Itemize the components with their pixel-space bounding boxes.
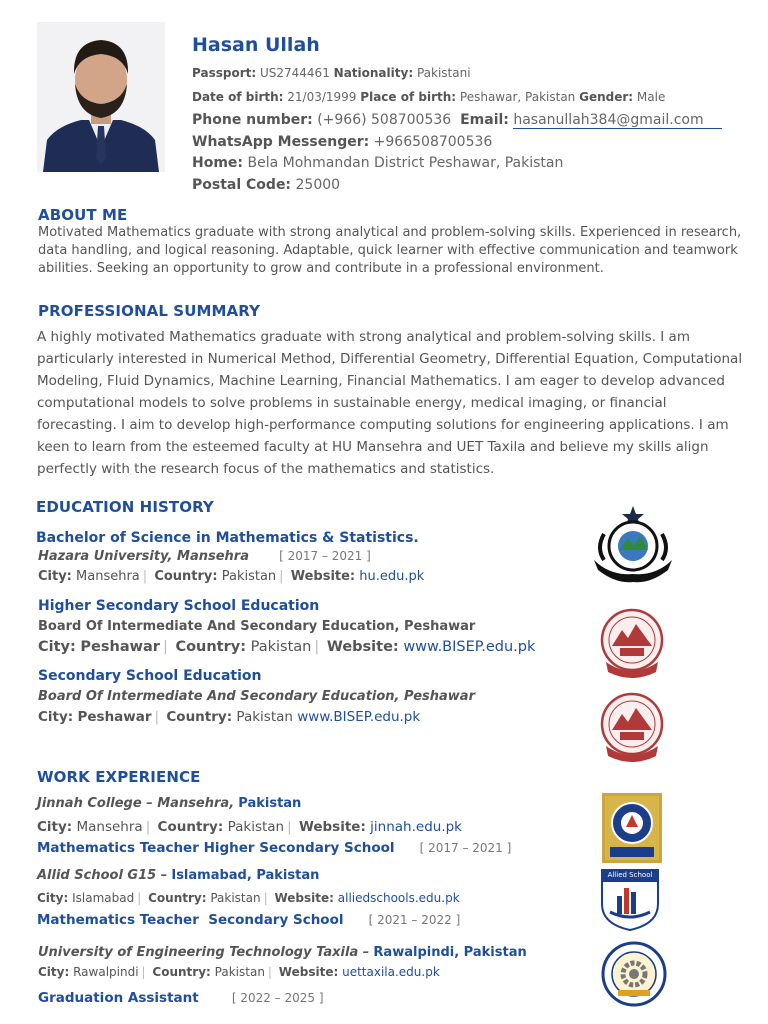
website-label: Website:: [274, 891, 334, 905]
city-label: City:: [38, 639, 76, 655]
city-value: Mansehra: [76, 819, 143, 835]
passport-line: [192, 66, 471, 80]
nationality-label: Nationality:: [333, 66, 414, 80]
contact-line: [192, 112, 722, 128]
work-location: Rawalpindi, Pakistan: [373, 945, 527, 960]
gender-label: Gender:: [579, 90, 634, 104]
city-value: Mansehra: [76, 569, 140, 584]
work-heading: WORK EXPERIENCE: [37, 768, 201, 786]
education-heading: EDUCATION HISTORY: [36, 498, 214, 516]
website-link[interactable]: www.BISEP.edu.pk: [297, 709, 421, 725]
uet-taxila-logo: [598, 940, 670, 1008]
website-link[interactable]: www.BISEP.edu.pk: [403, 639, 536, 655]
work-role: Graduation Assistant: [38, 990, 199, 1006]
work-role: Mathematics Teacher Secondary School: [37, 912, 344, 928]
passport-label: Passport:: [192, 66, 257, 80]
city-label: City:: [37, 891, 69, 905]
email-label: Email:: [460, 112, 509, 128]
country-value: Pakistan: [227, 819, 285, 835]
postal-label: Postal Code:: [192, 177, 292, 193]
city-value: Peshawar: [77, 709, 152, 725]
work-meta-line: City: Mansehra | Country: Pakistan | Website: jinnah.edu.pk: [37, 819, 462, 835]
edu-institution: Board Of Intermediate And Secondary Education, Peshawar: [38, 619, 476, 634]
about-text: Motivated Mathematics graduate with strong analytical and problem-solving skills. Experienced in research, data handling, and logical reasoning. Adaptable, quick learner with effective communication and teamwork abilities. Seeking an opportunity to grow and contribute in a professional environment.: [38, 225, 742, 276]
country-label: Country:: [154, 569, 218, 584]
pob-value: Peshawar, Pakistan: [459, 90, 576, 104]
postal-line: [192, 177, 340, 193]
edu-title: Bachelor of Science in Mathematics & Statistics.: [36, 530, 419, 546]
whatsapp-value[interactable]: +966508700536: [373, 134, 493, 150]
website-label: Website:: [278, 965, 339, 979]
bise-peshawar-logo: [598, 606, 666, 678]
edu-title: Higher Secondary School Education: [38, 598, 320, 614]
nationality-value: Pakistani: [416, 66, 471, 80]
website-link[interactable]: hu.edu.pk: [359, 569, 425, 584]
summary-heading: PROFESSIONAL SUMMARY: [38, 302, 261, 320]
edu-institution: Board Of Intermediate And Secondary Education, Peshawar: [38, 689, 475, 704]
country-label: Country:: [157, 819, 224, 835]
whatsapp-label: WhatsApp Messenger:: [192, 134, 370, 150]
phone-label: Phone number:: [192, 112, 313, 128]
dob-label: Date of birth:: [192, 90, 284, 104]
edu-dates: [ 2017 – 2021 ]: [279, 549, 371, 563]
city-value: Islamabad: [72, 891, 135, 905]
birth-line: [192, 90, 665, 104]
work-role-line: [37, 837, 511, 856]
work-org-line: [37, 868, 319, 883]
country-label: Country:: [166, 709, 233, 725]
phone-value[interactable]: (+966) 508700536: [317, 112, 452, 128]
city-value: Peshawar: [80, 639, 160, 655]
work-location: Pakistan: [238, 796, 302, 811]
city-value: Rawalpindi: [73, 965, 139, 979]
work-org-line: [37, 796, 301, 811]
allied-school-logo: [598, 866, 662, 932]
website-link[interactable]: uettaxila.edu.pk: [342, 965, 440, 979]
country-value: Pakistan: [214, 965, 265, 979]
work-role-line: [37, 909, 460, 928]
about-heading: ABOUT ME: [38, 206, 128, 224]
city-label: City:: [37, 819, 73, 835]
work-org: University of Engineering Technology Taxila –: [38, 945, 370, 960]
passport-value: US2744461: [259, 66, 330, 80]
pob-label: Place of birth:: [360, 90, 457, 104]
postal-value: 25000: [295, 177, 341, 193]
home-label: Home:: [192, 155, 244, 171]
gender-value: Male: [636, 90, 666, 104]
home-value: Bela Mohmandan District Peshawar, Pakistan: [247, 155, 564, 171]
country-value: Pakistan: [236, 709, 293, 725]
work-role-line: [38, 987, 324, 1006]
edu-meta-line: City: Mansehra | Country: Pakistan | Website: hu.edu.pk: [38, 569, 425, 584]
website-label: Website:: [298, 819, 366, 835]
country-value: Pakistan: [250, 639, 312, 655]
bise-peshawar-logo: [598, 690, 666, 762]
work-dates: [ 2022 – 2025 ]: [231, 991, 324, 1005]
country-label: Country:: [148, 891, 207, 905]
jinnah-college-logo: [602, 793, 662, 863]
work-org: Jinnah College – Mansehra,: [37, 796, 235, 811]
email-link[interactable]: hasanullah384@gmail.com: [513, 112, 721, 129]
work-meta-line: City: Rawalpindi | Country: Pakistan | Website: uettaxila.edu.pk: [38, 965, 440, 979]
work-org: Allid School G15 –: [37, 868, 168, 883]
work-org-line: [38, 945, 527, 960]
website-label: Website:: [326, 639, 399, 655]
work-role: Mathematics Teacher Higher Secondary School: [37, 840, 395, 856]
work-meta-line: City: Islamabad | Country: Pakistan | Website: alliedschools.edu.pk: [37, 891, 460, 905]
website-label: Website:: [290, 569, 356, 584]
edu-title: Secondary School Education: [38, 668, 262, 684]
work-dates: [ 2017 – 2021 ]: [419, 841, 512, 855]
country-value: Pakistan: [221, 569, 277, 584]
summary-text: A highly motivated Mathematics graduate with strong analytical and problem-solving skills. I am particularly interested in Numerical Method, Differential Geometry, Differential Equation, Computational Modeling, Fluid Dynamics, Machine Learning, Financial Mathematics. I am eager to develop advanced computational models to solve problems in sustainable energy, medical imaging, or financial forecasting. I aim to develop high-performance computing solutions for engineering applications. I am keen to learn from the esteemed faculty at HU Mansehra and UET Taxila and believe my skills align perfectly with the research focus of the mathematics and statistics.: [37, 329, 743, 477]
website-link[interactable]: alliedschools.edu.pk: [337, 891, 460, 905]
home-line: [192, 155, 563, 171]
city-label: City:: [38, 965, 70, 979]
whatsapp-line: [192, 134, 492, 150]
city-label: City:: [38, 709, 74, 725]
hazara-university-logo: [590, 504, 676, 586]
dob-value: 21/03/1999: [287, 90, 357, 104]
allied-logo-label: Allied School: [607, 871, 653, 879]
country-label: Country:: [175, 639, 247, 655]
country-label: Country:: [152, 965, 211, 979]
work-dates: [ 2021 – 2022 ]: [368, 913, 461, 927]
country-value: Pakistan: [210, 891, 261, 905]
edu-meta-line: City: Peshawar | Country: Pakistan | Website: www.BISEP.edu.pk: [38, 639, 536, 655]
edu-meta-line: City: Peshawar | Country: Pakistan www.BISEP.edu.pk: [38, 709, 421, 725]
website-link[interactable]: jinnah.edu.pk: [370, 819, 462, 835]
profile-photo: [37, 22, 165, 172]
edu-institution-line: [38, 549, 371, 564]
edu-institution: Hazara University, Mansehra: [38, 549, 249, 564]
candidate-name: Hasan Ullah: [192, 34, 320, 56]
work-location: Islamabad, Pakistan: [171, 868, 320, 883]
city-label: City:: [38, 569, 72, 584]
